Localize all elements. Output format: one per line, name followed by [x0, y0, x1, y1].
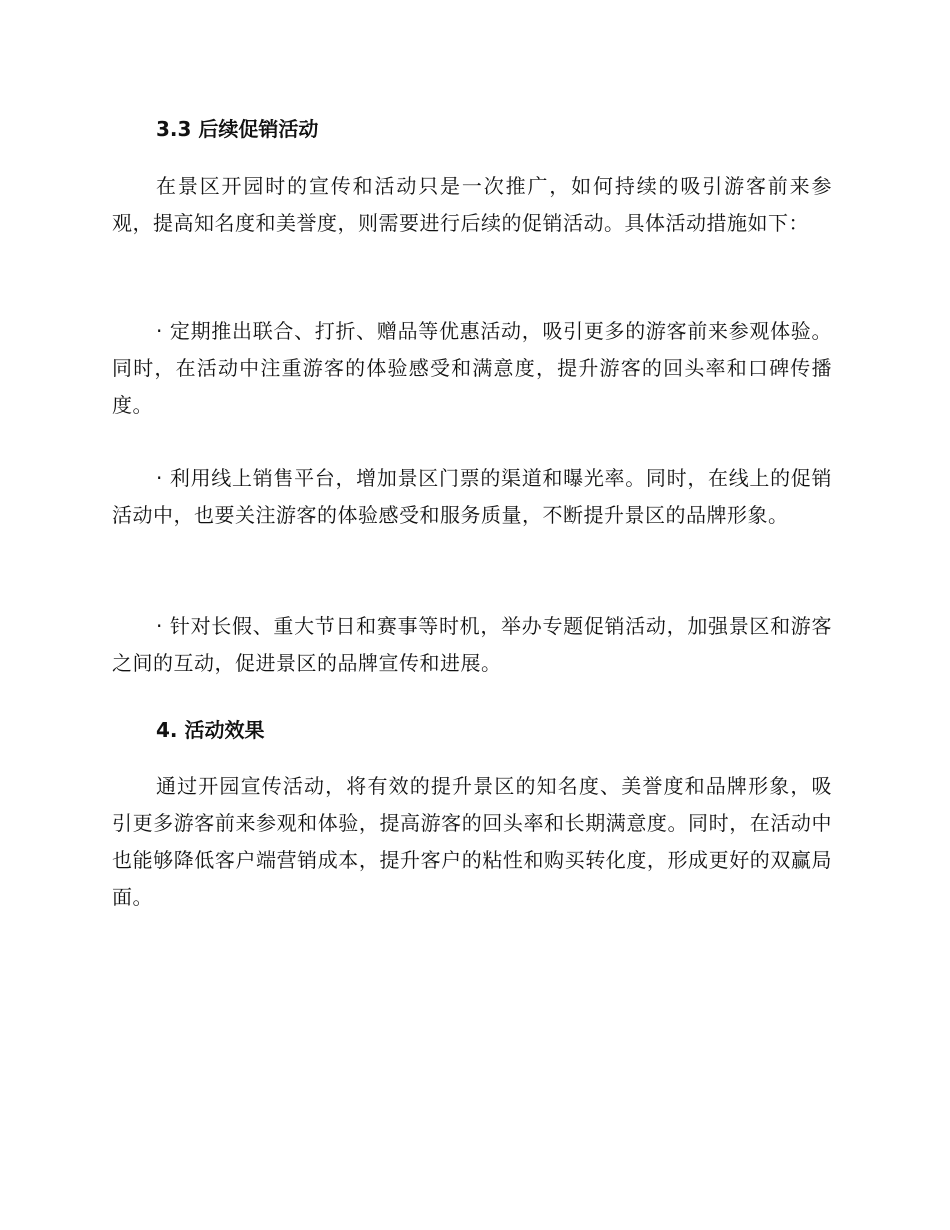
section-heading-effect: 4. 活动效果	[156, 718, 265, 742]
promotion-bullet-2: · 利用线上销售平台，增加景区门票的渠道和曝光率。同时，在线上的促销活动中，也要关注游客的体验感受和服务质量，不断提升景区的品牌形象。	[112, 466, 832, 527]
promotion-bullet-1: · 定期推出联合、打折、赠品等优惠活动，吸引更多的游客前来参观体验。同时，在活动中注重游客的体验感受和满意度，提升游客的回头率和口碑传播度。	[112, 319, 832, 417]
section-heading-promotion: 3.3 后续促销活动	[156, 117, 319, 141]
effect-paragraph: 通过开园宣传活动，将有效的提升景区的知名度、美誉度和品牌形象，吸引更多游客前来参观和体验，提高游客的回头率和长期满意度。同时，在活动中也能够降低客户端营销成本，提升客户的粘性和购买转化度，形成更好的双赢局面。	[112, 774, 832, 909]
promotion-bullet-3: · 针对长假、重大节日和赛事等时机，举办专题促销活动，加强景区和游客之间的互动，促进景区的品牌宣传和进展。	[112, 614, 832, 675]
promotion-intro-paragraph: 在景区开园时的宣传和活动只是一次推广，如何持续的吸引游客前来参观，提高知名度和美誉度，则需要进行后续的促销活动。具体活动措施如下：	[112, 174, 832, 235]
